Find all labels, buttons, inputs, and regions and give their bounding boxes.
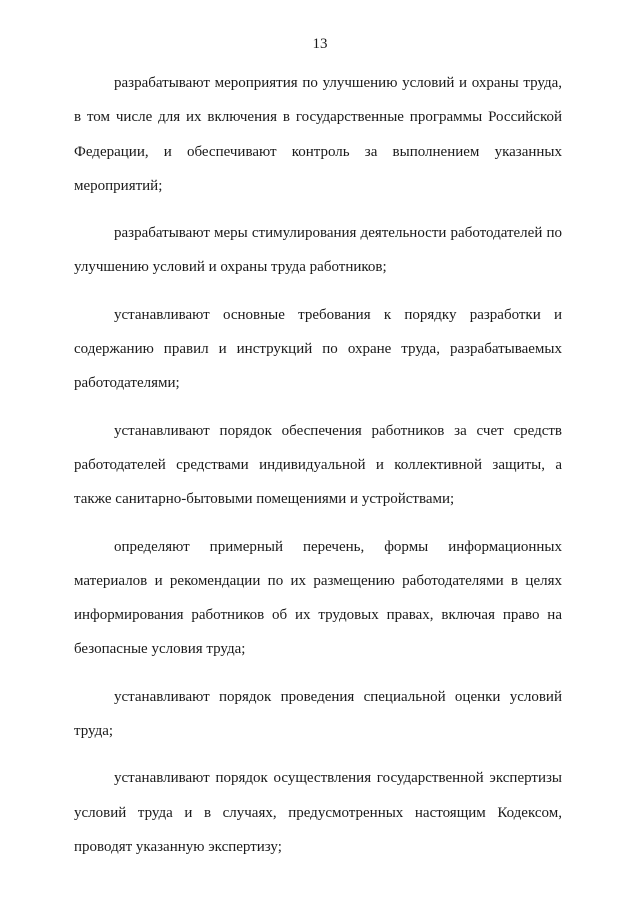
document-body — [74, 66, 562, 877]
paragraph: определяют примерный перечень, формы информационных материалов и рекомендации по их размещению работодателями в целях информирования работников об их трудовых правах, включая право на безопасные условия труда; — [74, 538, 562, 658]
paragraph: устанавливают порядок обеспечения работников за счет средств работодателей средствами индивидуальной и коллективной защиты, а также санитарно-бытовыми помещениями и устройствами; — [74, 422, 562, 508]
paragraph: разрабатывают мероприятия по улучшению условий и охраны труда, в том числе для их включения в государственные программы Российской Федерации, и обеспечивают контроль за выполнением указанных мероприятий; — [74, 75, 562, 194]
paragraph: устанавливают порядок осуществления государственной экспертизы условий труда и в случаях, предусмотренных настоящим Кодексом, проводят указанную экспертизу; — [74, 770, 562, 855]
paragraph: устанавливают порядок проведения специальной оценки условий труда; — [74, 688, 562, 740]
paragraph: устанавливают основные требования к порядку разработки и содержанию правил и инструкций по охране труда, разрабатываемых работодателями; — [74, 306, 562, 392]
page-number: 13 — [312, 36, 328, 52]
paragraph: разрабатывают меры стимулирования деятельности работодателей по улучшению условий и охраны труда работников; — [74, 225, 562, 276]
